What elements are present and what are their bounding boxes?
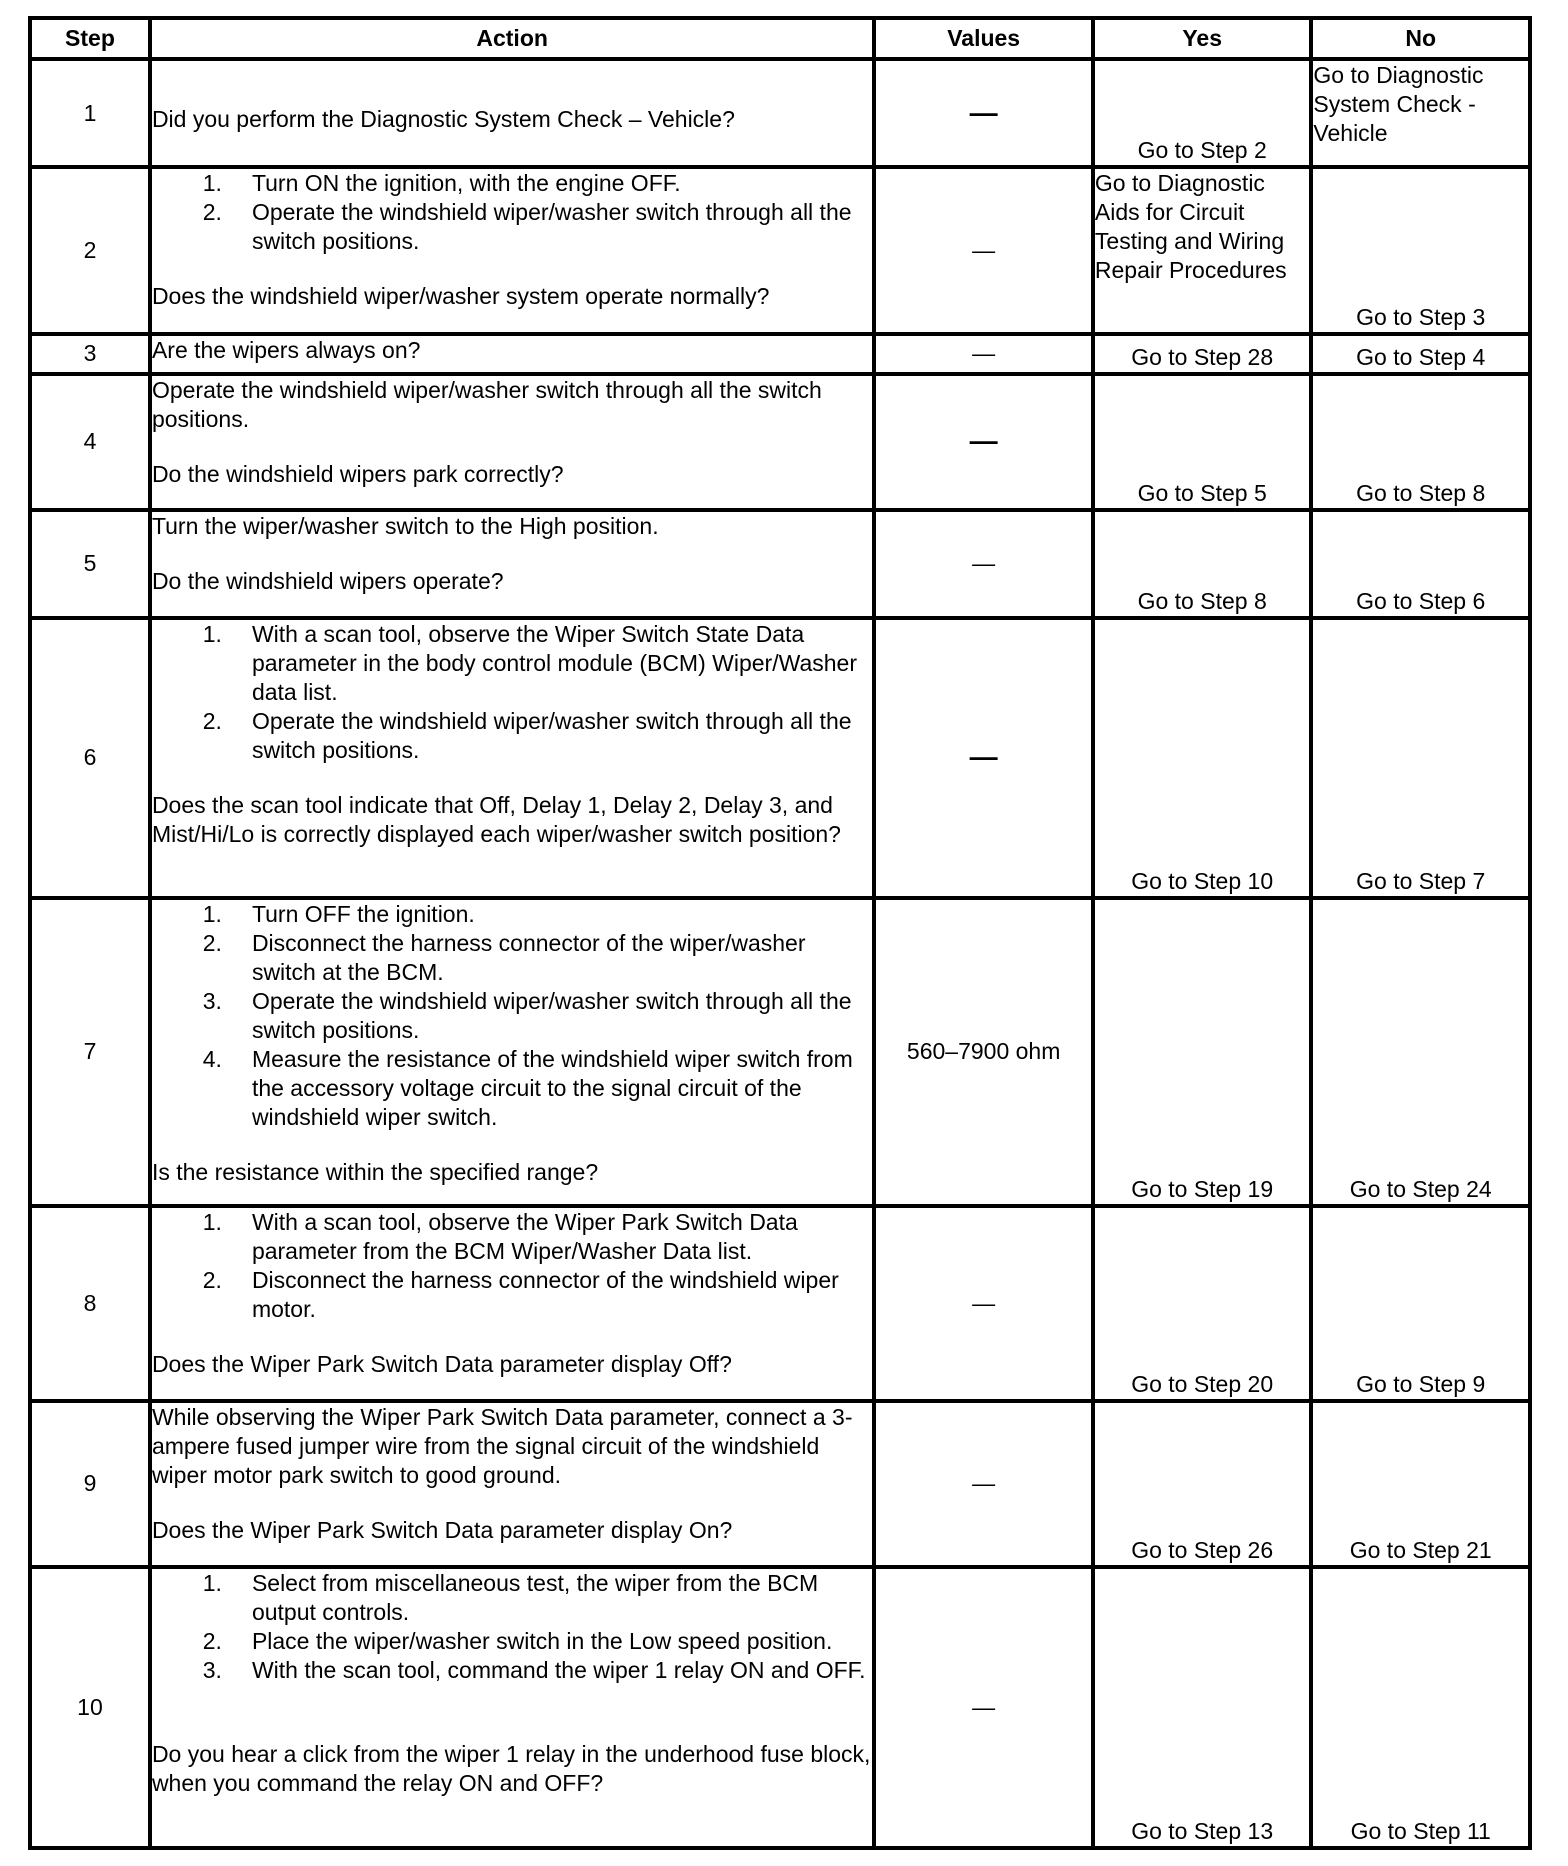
value-dash: — — [972, 1694, 996, 1721]
no-cell: Go to Diagnostic System Check - Vehicle — [1311, 59, 1530, 167]
action-step-number: 1. — [202, 1208, 222, 1235]
value-cell — [874, 618, 1093, 898]
diagnostic-table — [28, 16, 1532, 1850]
action-step-number: 2. — [202, 1628, 222, 1655]
action-question: Do the windshield wipers park correctly? — [151, 461, 564, 488]
action-question: Is the resistance within the specified range? — [151, 1158, 599, 1185]
no-cell: Go to Step 24 — [1311, 898, 1530, 1206]
action-intro: Turn the wiper/washer switch to the High position. — [151, 512, 659, 539]
action-step-number: 3. — [202, 987, 222, 1014]
action-steps — [152, 900, 872, 1132]
action-cell — [150, 1567, 874, 1848]
action-question: Does the windshield wiper/washer system operate normally? — [151, 283, 770, 310]
yes-cell: Go to Step 8 — [1093, 510, 1312, 618]
no-cell: Go to Step 8 — [1311, 374, 1530, 510]
action-step-number: 3. — [202, 1657, 222, 1684]
step-number: 8 — [30, 1206, 150, 1401]
action-cell — [150, 1206, 874, 1401]
action-steps — [152, 1569, 872, 1685]
action-step-text: Operate the windshield wiper/washer switch through all the switch positions. — [251, 199, 852, 255]
action-cell — [150, 510, 874, 618]
action-step-number: 2. — [202, 1266, 222, 1293]
header-step: Step — [30, 18, 150, 59]
action-step-text: With a scan tool, observe the Wiper Park Switch Data parameter from the BCM Wiper/Washer Data list. — [251, 1208, 798, 1264]
action-steps — [152, 620, 872, 765]
action-step-text: Select from miscellaneous test, the wiper from the BCM output controls. — [251, 1570, 819, 1626]
value-cell — [874, 510, 1093, 618]
table-row — [30, 334, 1530, 374]
step-number: 4 — [30, 374, 150, 510]
value-dash: — — [969, 425, 998, 457]
value-cell — [874, 1567, 1093, 1848]
value-dash: — — [972, 1470, 996, 1497]
action-step-number: 1. — [202, 621, 222, 648]
action-intro: While observing the Wiper Park Switch Data parameter, connect a 3-ampere fused jumper wire from the signal circuit of the windshield wiper motor park switch to good ground. — [151, 1403, 853, 1488]
yes-cell: Go to Step 19 — [1093, 898, 1312, 1206]
header-yes: Yes — [1093, 18, 1312, 59]
table-row — [30, 374, 1530, 510]
action-step-number: 2. — [202, 929, 222, 956]
action-step-text: Operate the windshield wiper/washer switch through all the switch positions. — [251, 987, 852, 1043]
action-question: Does the Wiper Park Switch Data parameter display Off? — [151, 1350, 732, 1377]
action-step-item — [152, 929, 872, 987]
table-row — [30, 1206, 1530, 1401]
value-dash: — — [972, 550, 996, 577]
no-cell: Go to Step 6 — [1311, 510, 1530, 618]
action-steps — [152, 169, 872, 256]
action-step-item — [152, 620, 872, 707]
action-cell — [150, 1401, 874, 1568]
action-cell — [150, 898, 874, 1206]
value-cell — [874, 1206, 1093, 1401]
no-cell: Go to Step 7 — [1311, 618, 1530, 898]
action-step-text: Measure the resistance of the windshield wiper switch from the accessory voltage circuit to the signal circuit of the windshield wiper switch. — [251, 1045, 853, 1130]
action-step-item — [152, 900, 872, 929]
header-action: Action — [150, 18, 874, 59]
header-row — [30, 18, 1530, 59]
yes-cell: Go to Step 20 — [1093, 1206, 1312, 1401]
step-number: 1 — [30, 59, 150, 167]
action-step-item — [152, 1569, 872, 1627]
action-step-text: Turn ON the ignition, with the engine OFF. — [251, 170, 681, 197]
no-cell: Go to Step 4 — [1311, 334, 1530, 374]
value-dash: — — [972, 1289, 996, 1316]
step-number: 7 — [30, 898, 150, 1206]
table-row — [30, 167, 1530, 334]
step-number: 6 — [30, 618, 150, 898]
table-body — [30, 59, 1530, 1848]
action-step-text: Operate the windshield wiper/washer switch through all the switch positions. — [251, 708, 852, 764]
action-step-item — [152, 1266, 872, 1324]
value-cell — [874, 59, 1093, 167]
action-step-number: 4. — [202, 1045, 222, 1072]
value-text: 560–7900 ohm — [906, 1038, 1061, 1065]
table-row — [30, 1401, 1530, 1568]
value-cell — [874, 1401, 1093, 1568]
action-question: Does the Wiper Park Switch Data parameter display On? — [151, 1516, 733, 1543]
action-step-item — [152, 1627, 872, 1656]
action-step-text: Turn OFF the ignition. — [251, 900, 475, 927]
step-number: 2 — [30, 167, 150, 334]
action-question: Do you hear a click from the wiper 1 relay in the underhood fuse block, when you command the relay ON and OFF? — [151, 1741, 871, 1797]
action-step-number: 1. — [202, 900, 222, 927]
action-step-item — [152, 707, 872, 765]
action-step-text: Disconnect the harness connector of the wiper/washer switch at the BCM. — [251, 929, 806, 985]
action-question: Did you perform the Diagnostic System Check – Vehicle? — [151, 106, 735, 132]
step-number: 10 — [30, 1567, 150, 1848]
table-row — [30, 1567, 1530, 1848]
action-step-item — [152, 169, 872, 198]
action-cell — [150, 167, 874, 334]
no-cell: Go to Step 11 — [1311, 1567, 1530, 1848]
yes-cell: Go to Step 26 — [1093, 1401, 1312, 1568]
value-cell — [874, 898, 1093, 1206]
action-step-text: Place the wiper/washer switch in the Low speed position. — [251, 1628, 833, 1655]
no-cell: Go to Step 3 — [1311, 167, 1530, 334]
value-dash: — — [972, 340, 996, 367]
action-intro: Operate the windshield wiper/washer switch through all the switch positions. — [151, 377, 822, 433]
value-dash: — — [969, 96, 998, 128]
step-number: 9 — [30, 1401, 150, 1568]
action-step-item — [152, 1208, 872, 1266]
action-question: Are the wipers always on? — [151, 336, 421, 363]
yes-cell: Go to Step 5 — [1093, 374, 1312, 510]
header-values: Values — [874, 18, 1093, 59]
no-cell: Go to Step 21 — [1311, 1401, 1530, 1568]
action-step-item — [152, 1656, 872, 1685]
yes-cell: Go to Step 13 — [1093, 1567, 1312, 1848]
action-cell — [150, 618, 874, 898]
table-row — [30, 510, 1530, 618]
yes-cell: Go to Diagnostic Aids for Circuit Testing and Wiring Repair Procedures — [1093, 167, 1312, 334]
value-dash: — — [969, 741, 998, 773]
action-question: Does the scan tool indicate that Off, Delay 1, Delay 2, Delay 3, and Mist/Hi/Lo is correctly displayed each wiper/washer switch position? — [151, 792, 841, 848]
action-step-number: 1. — [202, 1570, 222, 1597]
action-step-number: 2. — [202, 199, 222, 226]
action-step-text: With the scan tool, command the wiper 1 relay ON and OFF. — [251, 1657, 866, 1684]
no-cell: Go to Step 9 — [1311, 1206, 1530, 1401]
action-step-text: With a scan tool, observe the Wiper Switch State Data parameter in the body control module (BCM) Wiper/Washer data list. — [251, 621, 857, 706]
action-step-number: 2. — [202, 708, 222, 735]
action-question: Do the windshield wipers operate? — [151, 567, 504, 594]
value-cell — [874, 334, 1093, 374]
action-step-item — [152, 987, 872, 1045]
action-cell — [150, 374, 874, 510]
action-cell — [150, 59, 874, 167]
value-cell — [874, 374, 1093, 510]
step-number: 5 — [30, 510, 150, 618]
table-row — [30, 898, 1530, 1206]
yes-cell: Go to Step 28 — [1093, 334, 1312, 374]
yes-cell: Go to Step 10 — [1093, 618, 1312, 898]
action-step-item — [152, 198, 872, 256]
action-step-text: Disconnect the harness connector of the windshield wiper motor. — [251, 1266, 839, 1322]
yes-cell: Go to Step 2 — [1093, 59, 1312, 167]
action-step-item — [152, 1045, 872, 1132]
action-cell — [150, 334, 874, 374]
table-row — [30, 618, 1530, 898]
action-step-number: 1. — [202, 170, 222, 197]
header-no: No — [1311, 18, 1530, 59]
table-row — [30, 59, 1530, 167]
step-number: 3 — [30, 334, 150, 374]
value-cell — [874, 167, 1093, 334]
action-steps — [152, 1208, 872, 1324]
value-dash: — — [972, 236, 996, 263]
